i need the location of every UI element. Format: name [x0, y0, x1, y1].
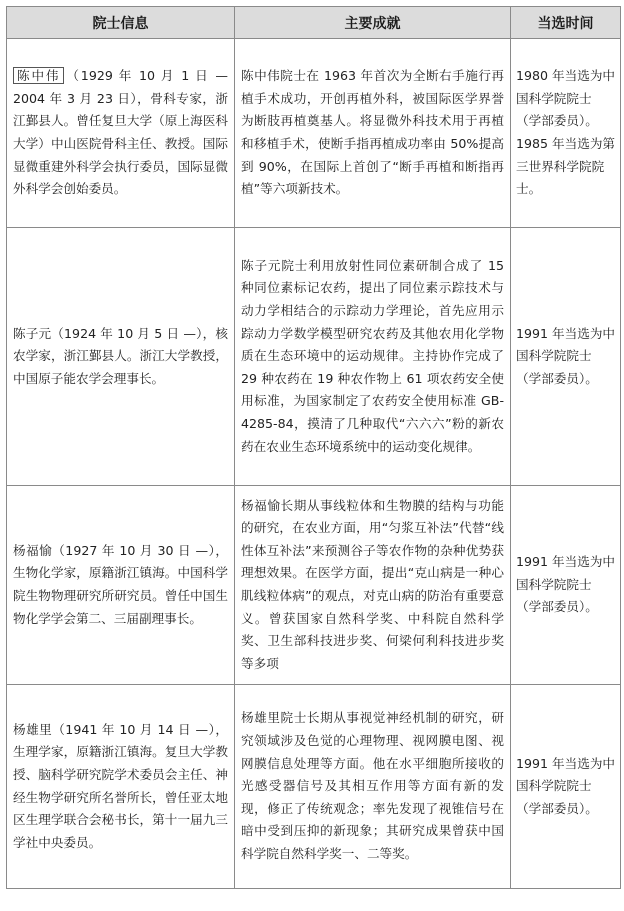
header-row — [7, 7, 621, 39]
info-cell: 陈子元（1924 年 10 月 5 日 —），核农学家，浙江鄞县人。浙江大学教授，中国原子能农学会理事长。 — [7, 228, 235, 486]
elected-cell: 1980 年当选为中国科学院院士（学部委员）。1985 年当选为第三世界科学院院士。 — [511, 39, 621, 228]
table-row — [7, 685, 621, 889]
elected-cell: 1991 年当选为中国科学院院士（学部委员）。 — [511, 228, 621, 486]
table-row — [7, 228, 621, 486]
elected-cell: 1991 年当选为中国科学院院士（学部委员）。 — [511, 486, 621, 685]
header-elected: 当选时间 — [511, 7, 621, 39]
info-cell: 杨福愉（1927 年 10 月 30 日 —），生物化学家，原籍浙江镇海。中国科学院生物物理研究所研究员。曾任中国生物化学学会第二、三届副理事长。 — [7, 486, 235, 685]
table-row — [7, 39, 621, 228]
header-info: 院士信息 — [7, 7, 235, 39]
achievement-cell: 杨雄里院士长期从事视觉神经机制的研究，研究领域涉及色觉的心理物理、视网膜电图、视网膜信息处理等方面。他在水平细胞所接收的光感受器信号及其相互作用等方面有新的发现，修正了传统观念；率先发现了视锥信号在暗中受到压抑的新现象；其研究成果曾获中国科学院自然科学奖一、二等奖。 — [235, 685, 511, 889]
info-cell — [7, 39, 235, 228]
info-cell: 杨雄里（1941 年 10 月 14 日 —），生理学家，原籍浙江镇海。复旦大学教授、脑科学研究院学术委员会主任、神经生物学研究所名誉所长，曾任亚太地区生理学联合会秘书长，第十一届九三学社中央委员。 — [7, 685, 235, 889]
table-row — [7, 486, 621, 685]
name-box: 陈中伟 — [13, 67, 64, 84]
achievement-cell: 陈中伟院士在 1963 年首次为全断右手施行再植手术成功，开创再植外科，被国际医学界誉为断肢再植奠基人。将显微外科技术用于再植和移植手术，使断手指再植成功率由 50%提高到 90%，在国际上首创了“断手再植和断指再植”等六项新技术。 — [235, 39, 511, 228]
achievement-cell: 陈子元院士利用放射性同位素研制合成了 15 种同位素标记农药，提出了同位素示踪技术与动力学相结合的示踪动力学理论，首先应用示踪动力学数学模型研究农药及其他农用化学物质在生态环境中的运动规律。主持协作完成了 29 种农药在 19 种农作物上 61 项农药安全使用标准，为国家制定了农药安全使用标准 GB-4285-84，摸清了几种取代“六六六”粉的新农药在农业生态环境系统中的运动变化规律。 — [235, 228, 511, 486]
achievement-cell: 杨福愉长期从事线粒体和生物膜的结构与功能的研究，在农业方面，用“匀浆互补法”代替“线性体互补法”来预测谷子等农作物的杂种优势获理想效果。在医学方面，提出“克山病是一种心肌线粒体病”的观点，对克山病的防治有重要意义。曾获国家自然科学奖、中科院自然科学奖、卫生部科技进步奖、何梁何利科技进步奖等多项 — [235, 486, 511, 685]
elected-cell: 1991 年当选为中国科学院院士（学部委员）。 — [511, 685, 621, 889]
info-text: （1929 年 10 月 1 日 — 2004 年 3 月 23 日），骨科专家，浙江鄞县人。曾任复旦大学（原上海医科大学）中山医院骨科主任、教授。国际显微重建外科学会执行委员，国际显微外科学会创始委员。 — [13, 68, 229, 197]
header-achievement: 主要成就 — [235, 7, 511, 39]
academician-table — [6, 6, 621, 889]
